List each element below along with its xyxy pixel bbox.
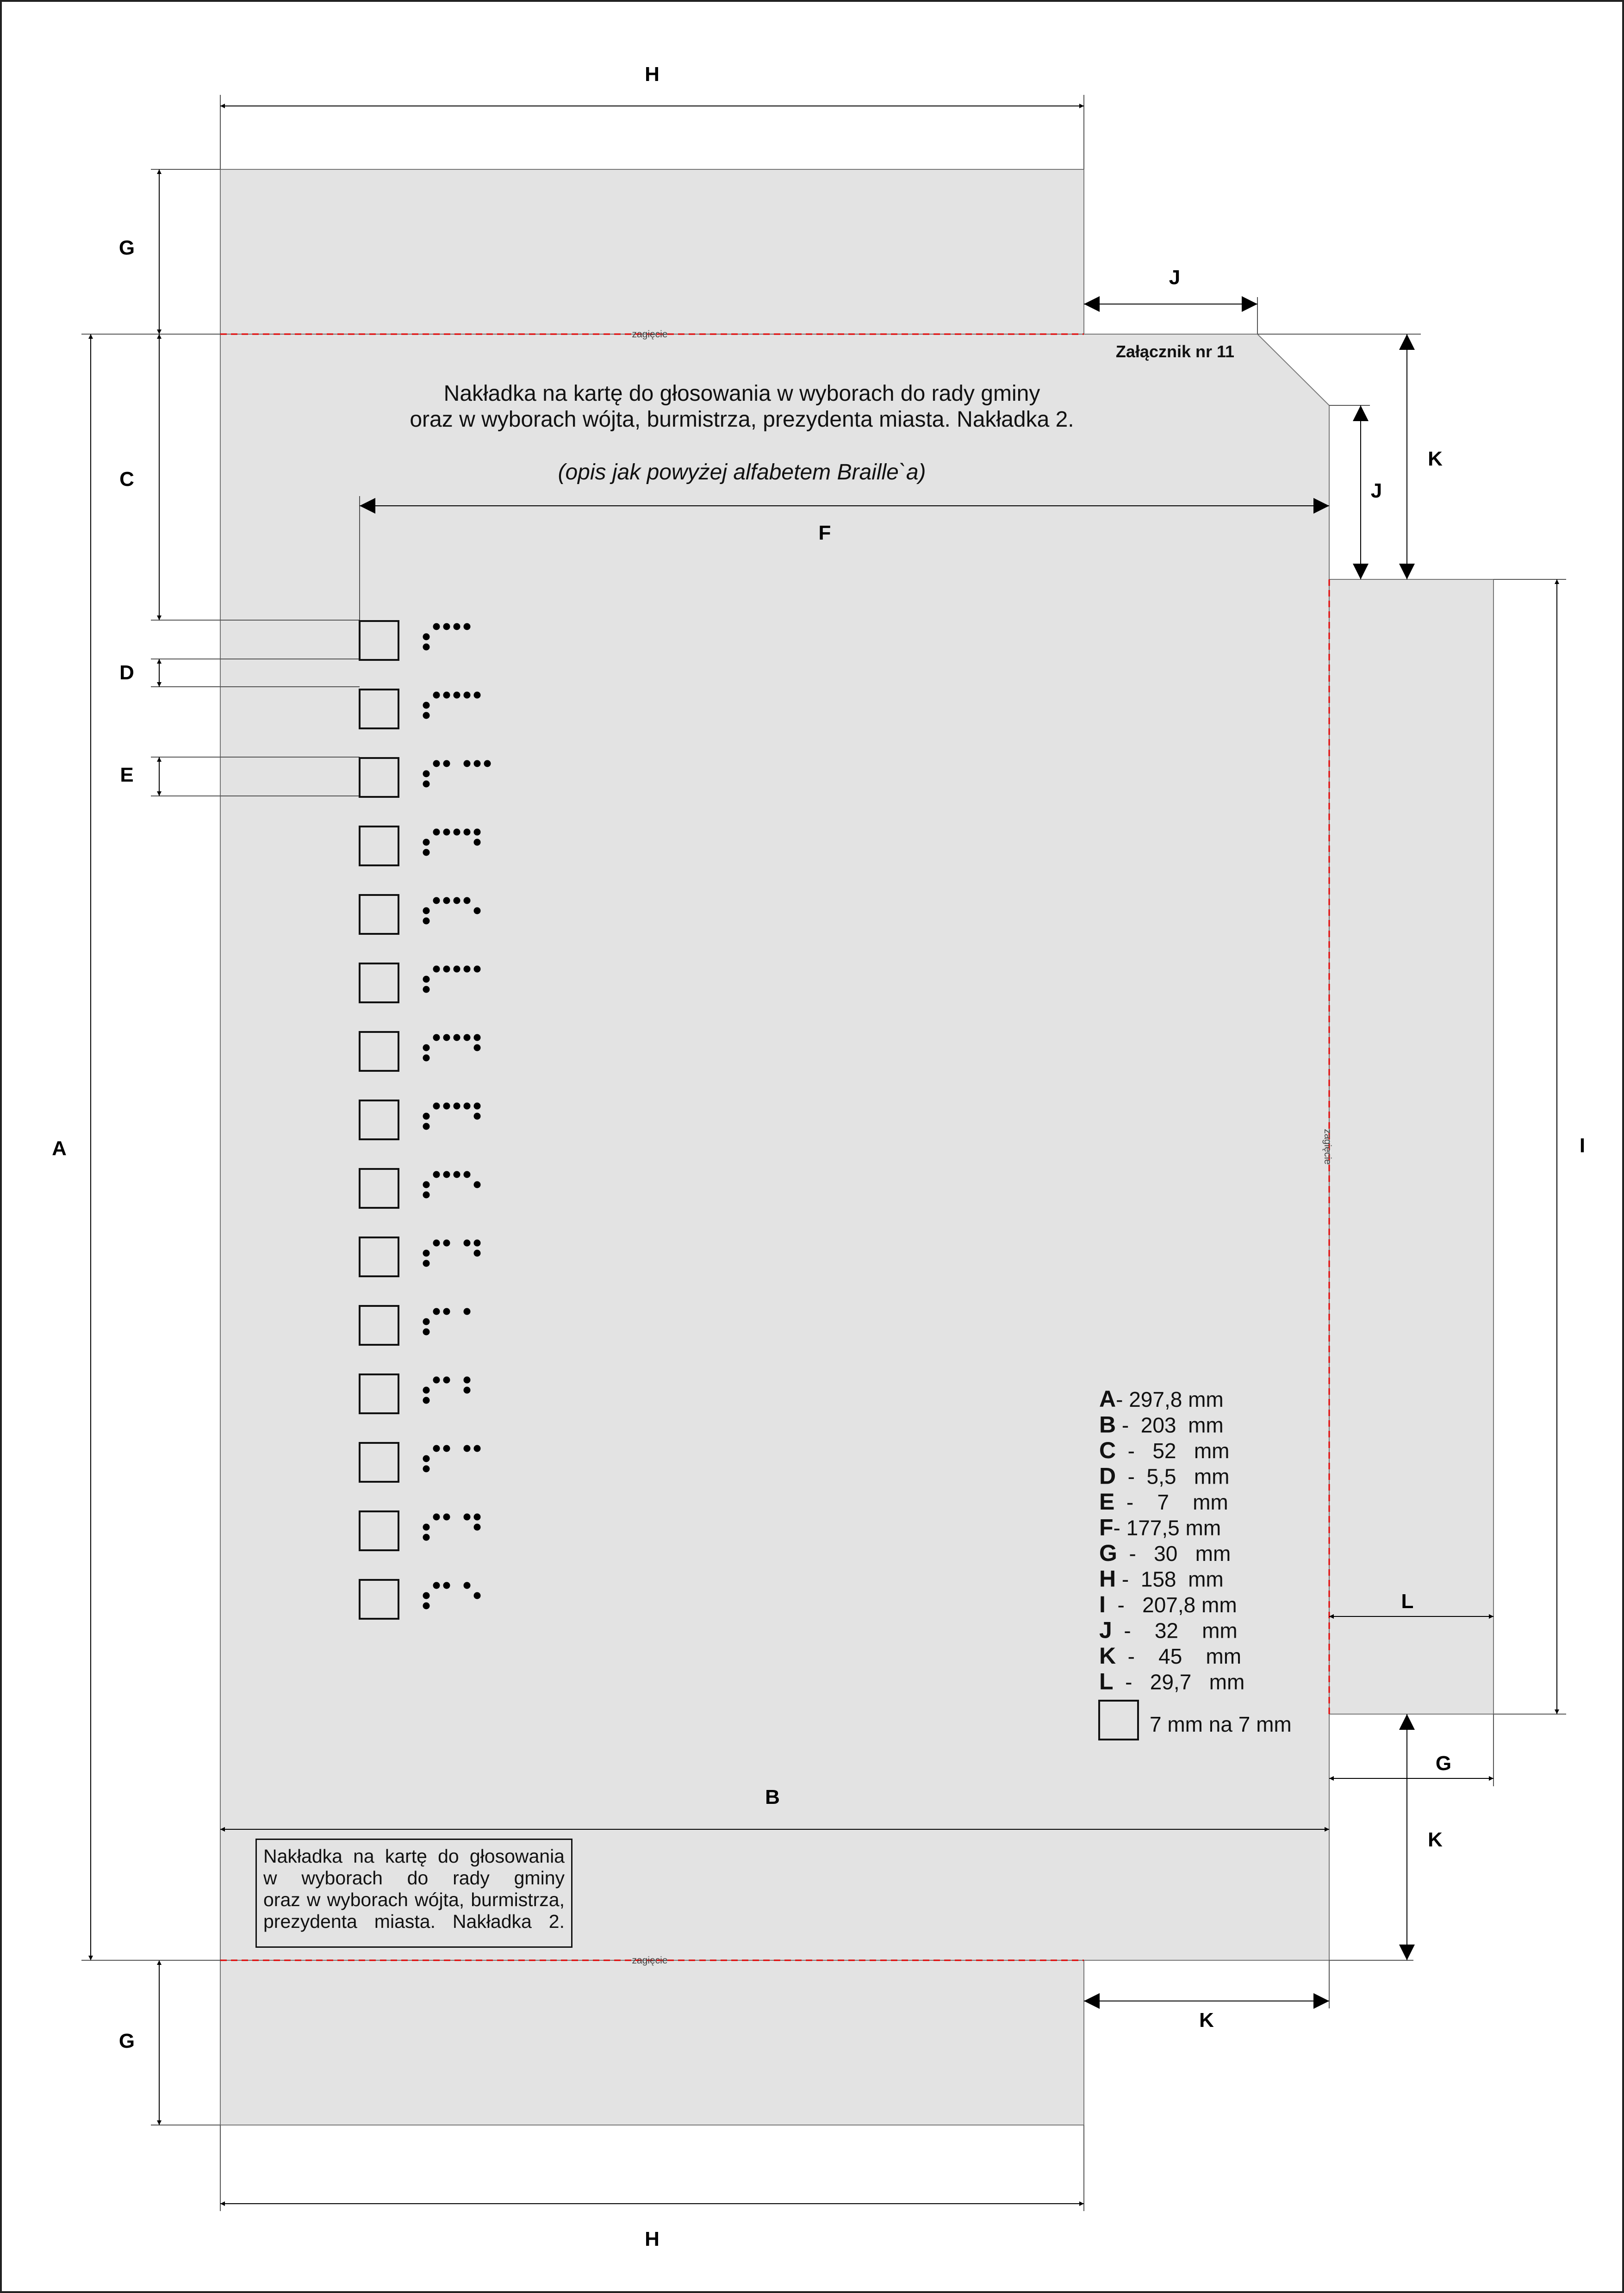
- braille-dot: [454, 829, 460, 836]
- braille-dot: [474, 1103, 481, 1110]
- braille-dot: [474, 692, 481, 699]
- braille-dot: [423, 702, 430, 709]
- legend-letter: K: [1099, 1643, 1116, 1669]
- braille-dot: [423, 1592, 430, 1599]
- braille-dot: [423, 986, 430, 993]
- braille-dot: [423, 1466, 430, 1473]
- top-flap: [220, 169, 1084, 334]
- braille-dot: [464, 1582, 471, 1589]
- legend-letter: C: [1099, 1437, 1116, 1463]
- legend-square-text: 7 mm na 7 mm: [1150, 1712, 1292, 1736]
- dimension-G-bottom: [151, 1960, 220, 2125]
- braille-dot: [443, 1377, 450, 1384]
- braille-dot: [443, 897, 450, 904]
- braille-dot: [423, 1455, 430, 1462]
- braille-dot: [464, 1034, 471, 1041]
- legend-letter: B: [1099, 1411, 1116, 1438]
- braille-dot: [423, 1055, 430, 1062]
- braille-dot: [433, 1171, 440, 1178]
- dimension-J-top: [1084, 297, 1257, 334]
- braille-dot: [423, 976, 430, 983]
- braille-dot: [454, 1034, 460, 1041]
- braille-dot: [474, 1181, 481, 1188]
- braille-dot: [433, 897, 440, 904]
- dimension-J-right: [1329, 405, 1370, 579]
- braille-dot: [443, 1582, 450, 1589]
- dim-label-B: B: [765, 1786, 780, 1808]
- braille-dot: [454, 692, 460, 699]
- braille-dot: [433, 1103, 440, 1110]
- legend-value: - 52 mm: [1116, 1439, 1230, 1463]
- dim-label-A: A: [52, 1137, 67, 1160]
- braille-dot: [474, 760, 481, 767]
- info-line-2: w wyborach do rady gminy: [263, 1867, 565, 1889]
- legend-value: - 45 mm: [1116, 1644, 1242, 1668]
- braille-dot: [423, 1329, 430, 1336]
- legend-value: - 30 mm: [1117, 1541, 1231, 1566]
- legend-entry: [1099, 1591, 1237, 1617]
- braille-dot: [433, 1034, 440, 1041]
- dim-label-G-top: G: [118, 236, 135, 259]
- braille-dot: [433, 1514, 440, 1521]
- braille-dot: [443, 760, 450, 767]
- dim-label-I: I: [1579, 1134, 1586, 1157]
- fold-label-top: zagięcie: [632, 329, 668, 340]
- braille-dot: [423, 1044, 430, 1051]
- legend-entry: [1099, 1617, 1238, 1643]
- braille-dot: [443, 1240, 450, 1247]
- legend-value: - 7 mm: [1114, 1490, 1228, 1514]
- braille-dot: [423, 1603, 430, 1609]
- braille-dot: [423, 1397, 430, 1404]
- legend-entry: [1099, 1643, 1241, 1669]
- dim-label-G-right: G: [1435, 1752, 1452, 1775]
- braille-dot: [423, 712, 430, 719]
- braille-dot: [443, 623, 450, 630]
- braille-dot: [443, 1034, 450, 1041]
- braille-dot: [464, 1377, 471, 1384]
- dimension-K-bottom: [1084, 1960, 1329, 2008]
- legend-value: - 297,8 mm: [1116, 1387, 1224, 1411]
- legend-letter: E: [1099, 1489, 1115, 1515]
- braille-dot: [464, 1240, 471, 1247]
- braille-dot: [474, 1113, 481, 1120]
- braille-dot: [433, 829, 440, 836]
- legend-entry: [1099, 1515, 1221, 1541]
- braille-dot: [433, 1240, 440, 1247]
- braille-dot: [423, 849, 430, 856]
- braille-dot: [423, 1318, 430, 1325]
- braille-dot: [423, 1181, 430, 1188]
- braille-dot: [443, 1308, 450, 1315]
- braille-dot: [474, 1240, 481, 1247]
- braille-dot: [464, 692, 471, 699]
- braille-dot: [423, 1192, 430, 1199]
- braille-dot: [464, 897, 471, 904]
- braille-dot: [423, 1387, 430, 1394]
- braille-dot: [464, 623, 471, 630]
- braille-dot: [474, 907, 481, 914]
- braille-dot: [464, 966, 471, 973]
- braille-dot: [474, 1524, 481, 1531]
- braille-dot: [474, 839, 481, 846]
- braille-dot: [464, 1308, 471, 1315]
- info-line-4: prezydenta miasta. Nakładka 2.: [263, 1911, 565, 1932]
- braille-dot: [474, 829, 481, 836]
- legend-value: - 5,5 mm: [1116, 1464, 1230, 1489]
- fold-label-bottom: zagięcie: [632, 1955, 668, 1966]
- dim-label-G-bottom: G: [118, 2030, 135, 2052]
- braille-dot: [423, 644, 430, 651]
- dimension-K-right: [1329, 1714, 1413, 1960]
- braille-dot: [474, 1592, 481, 1599]
- braille-dot: [423, 634, 430, 640]
- legend-value: - 32 mm: [1112, 1618, 1238, 1643]
- dim-label-H-bottom: H: [645, 2228, 660, 2250]
- braille-dot: [443, 1103, 450, 1110]
- braille-dot: [423, 907, 430, 914]
- braille-dot: [464, 1514, 471, 1521]
- braille-dot: [433, 1445, 440, 1452]
- braille-dot: [464, 1171, 471, 1178]
- braille-dot: [454, 1103, 460, 1110]
- legend-entry: [1099, 1386, 1224, 1412]
- braille-dot: [423, 771, 430, 777]
- legend-value: - 207,8 mm: [1105, 1593, 1237, 1617]
- legend-entry: [1099, 1566, 1224, 1592]
- braille-dot: [423, 1524, 430, 1531]
- braille-dot: [464, 1445, 471, 1452]
- braille-dot: [433, 966, 440, 973]
- braille-dot: [464, 1387, 471, 1394]
- dim-label-C: C: [119, 468, 134, 491]
- legend-entry: [1099, 1540, 1231, 1566]
- braille-dot: [433, 623, 440, 630]
- braille-dot: [474, 1250, 481, 1257]
- braille-dot: [454, 623, 460, 630]
- braille-dot: [433, 692, 440, 699]
- braille-dot: [433, 1582, 440, 1589]
- braille-dot: [443, 829, 450, 836]
- braille-dot: [474, 966, 481, 973]
- dim-label-E: E: [120, 764, 134, 786]
- dim-label-D: D: [119, 661, 134, 684]
- dim-label-J-right: J: [1370, 479, 1382, 502]
- legend-letter: A: [1099, 1386, 1116, 1412]
- dimension-A: [81, 334, 220, 1960]
- info-line-3: oraz w wyborach wójta, burmistrza,: [263, 1889, 565, 1910]
- braille-dot: [443, 1171, 450, 1178]
- dim-label-K-top: K: [1428, 447, 1443, 470]
- attachment-label: Załącznik nr 11: [1115, 342, 1235, 361]
- braille-dot: [443, 692, 450, 699]
- braille-dot: [423, 918, 430, 925]
- legend-entry: [1099, 1463, 1229, 1489]
- dim-label-F: F: [818, 522, 831, 544]
- braille-dot: [474, 1514, 481, 1521]
- right-flap: [1329, 579, 1493, 1714]
- braille-dot: [464, 1103, 471, 1110]
- braille-dot: [474, 1445, 481, 1452]
- dimension-H-top: [220, 95, 1084, 169]
- dimension-G-right: [1329, 1714, 1493, 1786]
- braille-dot: [423, 1534, 430, 1541]
- braille-dot: [423, 1123, 430, 1130]
- braille-dot: [474, 1034, 481, 1041]
- braille-dot: [423, 1250, 430, 1257]
- braille-dot: [464, 829, 471, 836]
- braille-dot: [484, 760, 491, 767]
- legend-value: - 203 mm: [1116, 1413, 1224, 1437]
- legend-letter: F: [1099, 1514, 1114, 1541]
- legend-value: - 29,7 mm: [1113, 1670, 1245, 1694]
- braille-dot: [443, 966, 450, 973]
- braille-dot: [423, 1113, 430, 1120]
- braille-dot: [454, 966, 460, 973]
- bottom-flap: [220, 1960, 1084, 2125]
- info-line-1: Nakładka na kartę do głosowania: [263, 1846, 565, 1867]
- legend-letter: I: [1099, 1591, 1106, 1617]
- dim-label-K-right: K: [1428, 1828, 1443, 1851]
- dimension-H-bottom: [220, 2125, 1084, 2211]
- dim-label-J-top: J: [1169, 266, 1181, 289]
- legend-entry: [1099, 1669, 1244, 1695]
- legend-entry: [1099, 1489, 1228, 1515]
- braille-dot: [474, 1044, 481, 1051]
- braille-dot: [423, 781, 430, 788]
- title-line-2: oraz w wyborach wójta, burmistrza, prezydenta miasta. Nakładka 2.: [410, 407, 1074, 432]
- title-line-1: Nakładka na kartę do głosowania w wyborach do rady gminy: [443, 381, 1040, 406]
- braille-dot: [433, 760, 440, 767]
- braille-dot: [454, 1171, 460, 1178]
- braille-dot: [454, 897, 460, 904]
- legend-letter: J: [1099, 1617, 1112, 1643]
- legend-entry: [1099, 1437, 1229, 1463]
- legend-letter: L: [1099, 1668, 1114, 1695]
- dimension-I: [1493, 579, 1566, 1714]
- braille-dot: [464, 760, 471, 767]
- legend-entry: [1099, 1412, 1224, 1438]
- dim-label-H-top: H: [645, 63, 660, 86]
- legend-letter: H: [1099, 1566, 1116, 1592]
- dim-label-K-bottom: K: [1199, 2009, 1214, 2032]
- braille-dot: [423, 839, 430, 846]
- dimension-G-top: [151, 169, 220, 334]
- legend-value: - 177,5 mm: [1113, 1516, 1221, 1540]
- dim-label-L: L: [1401, 1590, 1414, 1613]
- legend-value: - 158 mm: [1116, 1567, 1224, 1591]
- braille-dot: [443, 1514, 450, 1521]
- braille-note: (opis jak powyżej alfabetem Braille`a): [558, 460, 926, 485]
- fold-label-right: zagięcie: [1322, 1129, 1333, 1165]
- legend-letter: G: [1099, 1540, 1117, 1566]
- legend-letter: D: [1099, 1463, 1116, 1489]
- braille-dot: [423, 1260, 430, 1267]
- braille-dot: [433, 1377, 440, 1384]
- braille-dot: [443, 1445, 450, 1452]
- info-box: [255, 1839, 572, 1948]
- braille-dot: [433, 1308, 440, 1315]
